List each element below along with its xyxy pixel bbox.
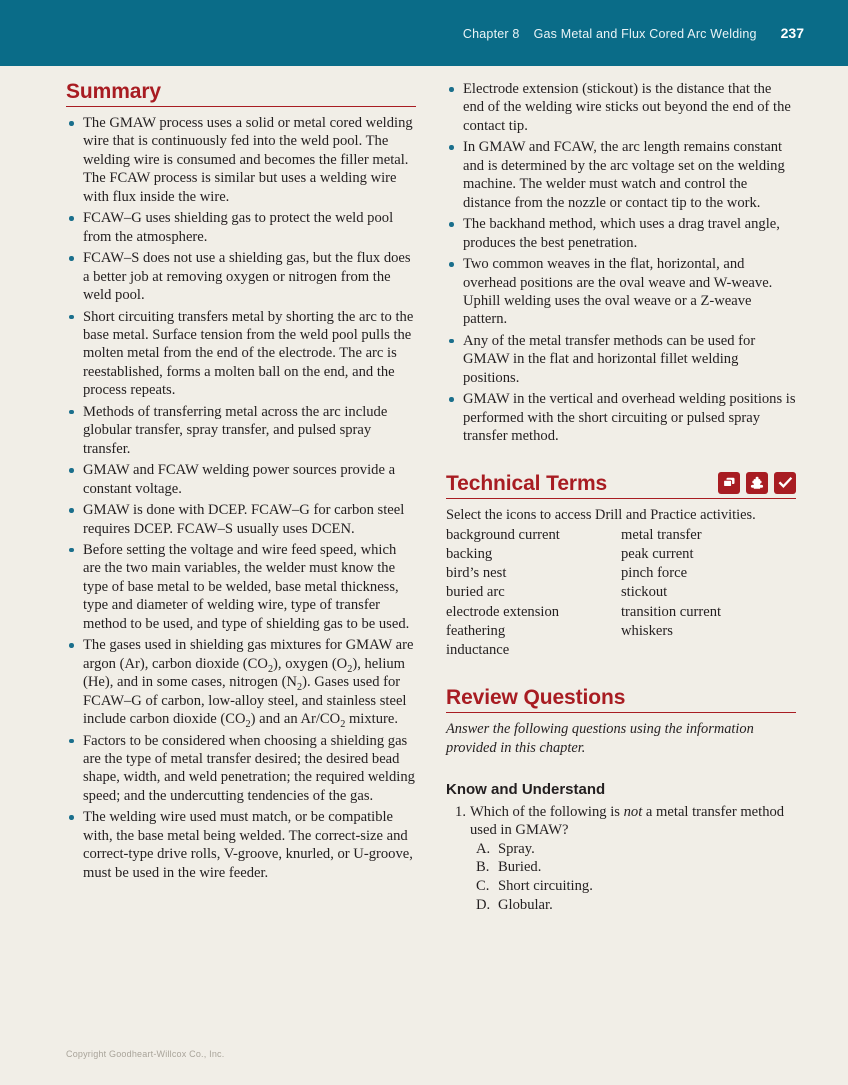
page-number: 237 bbox=[780, 25, 804, 41]
header-chapter-title: Gas Metal and Flux Cored Arc Welding bbox=[533, 27, 757, 41]
answer-choice[interactable] bbox=[476, 840, 796, 859]
technical-term: bird’s nest bbox=[446, 565, 507, 582]
summary-bullet: Any of the metal transfer methods can be used for GMAW in the flat and horizontal fillet welding positions. bbox=[446, 332, 796, 387]
footer-copyright: Copyright Goodheart-Willcox Co., Inc. bbox=[66, 1049, 225, 1059]
technical-term: inductance bbox=[446, 642, 510, 659]
answer-choice-text: Buried. bbox=[498, 859, 542, 876]
flashcards-icon[interactable] bbox=[718, 472, 740, 494]
technical-terms-columns bbox=[446, 526, 796, 661]
answer-choice-letter: B. bbox=[476, 859, 490, 876]
summary-bullet: GMAW in the vertical and overhead welding positions is performed with the short circuiting or pulsed spray transfer method. bbox=[446, 390, 796, 445]
header-inner bbox=[463, 25, 804, 41]
technical-term: background current bbox=[446, 526, 560, 543]
answer-choice-letter: A. bbox=[476, 840, 491, 857]
technical-term: pinch force bbox=[621, 565, 688, 582]
summary-bullet: In GMAW and FCAW, the arc length remains constant and is determined by the arc voltage set on the welding machine. The welder must watch and control the distance from the nozzle or contact tip to the work. bbox=[446, 138, 796, 212]
technical-term: metal transfer bbox=[621, 526, 702, 543]
summary-bullet: Two common weaves in the flat, horizontal, and overhead positions are the oval weave and W-weave. Uphill welding uses the oval weave or a Z-weave pattern. bbox=[446, 255, 796, 329]
answer-choice[interactable] bbox=[476, 877, 796, 896]
summary-bullet-list-continued bbox=[446, 80, 796, 446]
left-column bbox=[66, 80, 416, 914]
right-column bbox=[446, 80, 796, 914]
answer-choice[interactable] bbox=[476, 858, 796, 877]
know-and-understand-subheading: Know and Understand bbox=[446, 780, 606, 798]
summary-bullet: FCAW–S does not use a shielding gas, but the flux does a better job at removing oxygen or nitrogen from the weld pool. bbox=[66, 249, 416, 304]
technical-term: whiskers bbox=[621, 622, 673, 639]
technical-terms-icon-group bbox=[718, 472, 796, 494]
header-chapter-label: Chapter 8 bbox=[462, 27, 520, 41]
technical-terms-head-row bbox=[446, 472, 796, 498]
summary-bullet: The gases used in shielding gas mixtures for GMAW are argon (Ar), carbon dioxide $(CO_2)$, oxygen $(O_2)$, helium (He), and in some cases, nitrogen $(N_2)$. Gases used for FCAW–G of carbon, low-alloy steel, and stainless steel include carbon dioxide $(CO_2)$ and an $Ar/CO_2$ mixture. bbox=[66, 636, 416, 728]
question-number: 1. bbox=[455, 803, 466, 820]
answer-choice-letter: C. bbox=[476, 877, 490, 894]
question-list bbox=[446, 803, 796, 915]
technical-term: peak current bbox=[621, 545, 694, 562]
summary-bullet: FCAW–G uses shielding gas to protect the weld pool from the atmosphere. bbox=[66, 209, 416, 246]
technical-terms-column-left bbox=[446, 526, 621, 661]
summary-bullet: The GMAW process uses a solid or metal cored welding wire that is continuously fed into the weld pool. The welding wire is consumed and becomes the filler metal. The FCAW process is similar but uses a welding wire with flux inside the wire. bbox=[66, 114, 416, 206]
summary-bullet: The backhand method, which uses a drag travel angle, produces the best penetration. bbox=[446, 215, 796, 252]
technical-terms-note: Select the icons to access Drill and Practice activities. bbox=[446, 506, 756, 523]
puzzle-game-icon[interactable] bbox=[746, 472, 768, 494]
technical-term: transition current bbox=[621, 603, 722, 620]
question-text: Which of the following is not a metal transfer method used in GMAW? bbox=[470, 803, 785, 839]
technical-term: electrode extension bbox=[446, 603, 560, 620]
summary-heading: Summary bbox=[66, 80, 162, 103]
summary-bullet: Before setting the voltage and wire feed speed, which are the two main variables, the welder must know the type of base metal to be welded, base metal thickness, type and diameter of welding wire, type of transfer method to be used, and type of shielding gas to be used. bbox=[66, 541, 416, 633]
technical-term: buried arc bbox=[446, 584, 505, 601]
summary-rule bbox=[66, 106, 416, 107]
answer-choice-text: Short circuiting. bbox=[498, 877, 593, 894]
technical-terms-section bbox=[446, 472, 796, 661]
review-questions-heading: Review Questions bbox=[446, 686, 626, 710]
summary-bullet: Electrode extension (stickout) is the distance that the end of the welding wire sticks out beyond the end of the contact tip. bbox=[446, 80, 796, 135]
answer-choice-text: Globular. bbox=[498, 896, 553, 913]
technical-term: feathering bbox=[446, 622, 506, 639]
review-questions-rule bbox=[446, 712, 796, 713]
summary-bullet: The welding wire used must match, or be compatible with, the base metal being welded. The correct-size and correct-type drive rolls, V-groove, knurled, or U-groove, must be used in the wire feeder. bbox=[66, 808, 416, 882]
technical-terms-column-right bbox=[621, 526, 796, 661]
answer-choice-list bbox=[470, 840, 796, 915]
page-header bbox=[0, 0, 848, 66]
summary-bullet: GMAW and FCAW welding power sources provide a constant voltage. bbox=[66, 461, 416, 498]
review-questions-section bbox=[446, 686, 796, 914]
summary-bullet: Methods of transferring metal across the arc include globular transfer, spray transfer, and pulsed spray transfer. bbox=[66, 403, 416, 458]
summary-bullet-list bbox=[66, 114, 416, 882]
summary-bullet: GMAW is done with DCEP. FCAW–G for carbon steel requires DCEP. FCAW–S usually uses DCEN. bbox=[66, 501, 416, 538]
checkmark-quiz-icon[interactable] bbox=[774, 472, 796, 494]
review-question bbox=[446, 803, 796, 915]
answer-choice-letter: D. bbox=[476, 896, 491, 913]
review-questions-intro: Answer the following questions using the information provided in this chapter. bbox=[446, 721, 754, 756]
summary-bullet: Short circuiting transfers metal by shorting the arc to the base metal. Surface tension from the weld pool pulls the molten metal from the end of the electrode. The arc is reestablished, forms a molten ball on the end, and the process repeats. bbox=[66, 308, 416, 400]
technical-term: stickout bbox=[621, 584, 668, 601]
answer-choice-text: Spray. bbox=[498, 840, 535, 857]
technical-terms-heading: Technical Terms bbox=[446, 471, 608, 495]
technical-terms-rule bbox=[446, 498, 796, 499]
page-content bbox=[0, 66, 848, 914]
question-emphasis: not bbox=[623, 803, 643, 820]
answer-choice[interactable] bbox=[476, 896, 796, 915]
technical-term: backing bbox=[446, 545, 493, 562]
summary-bullet: Factors to be considered when choosing a shielding gas are the type of metal transfer desired; the desired bead shape, width, and weld penetration; the required welding speed; and the undercutting tendencies of the gas. bbox=[66, 732, 416, 806]
